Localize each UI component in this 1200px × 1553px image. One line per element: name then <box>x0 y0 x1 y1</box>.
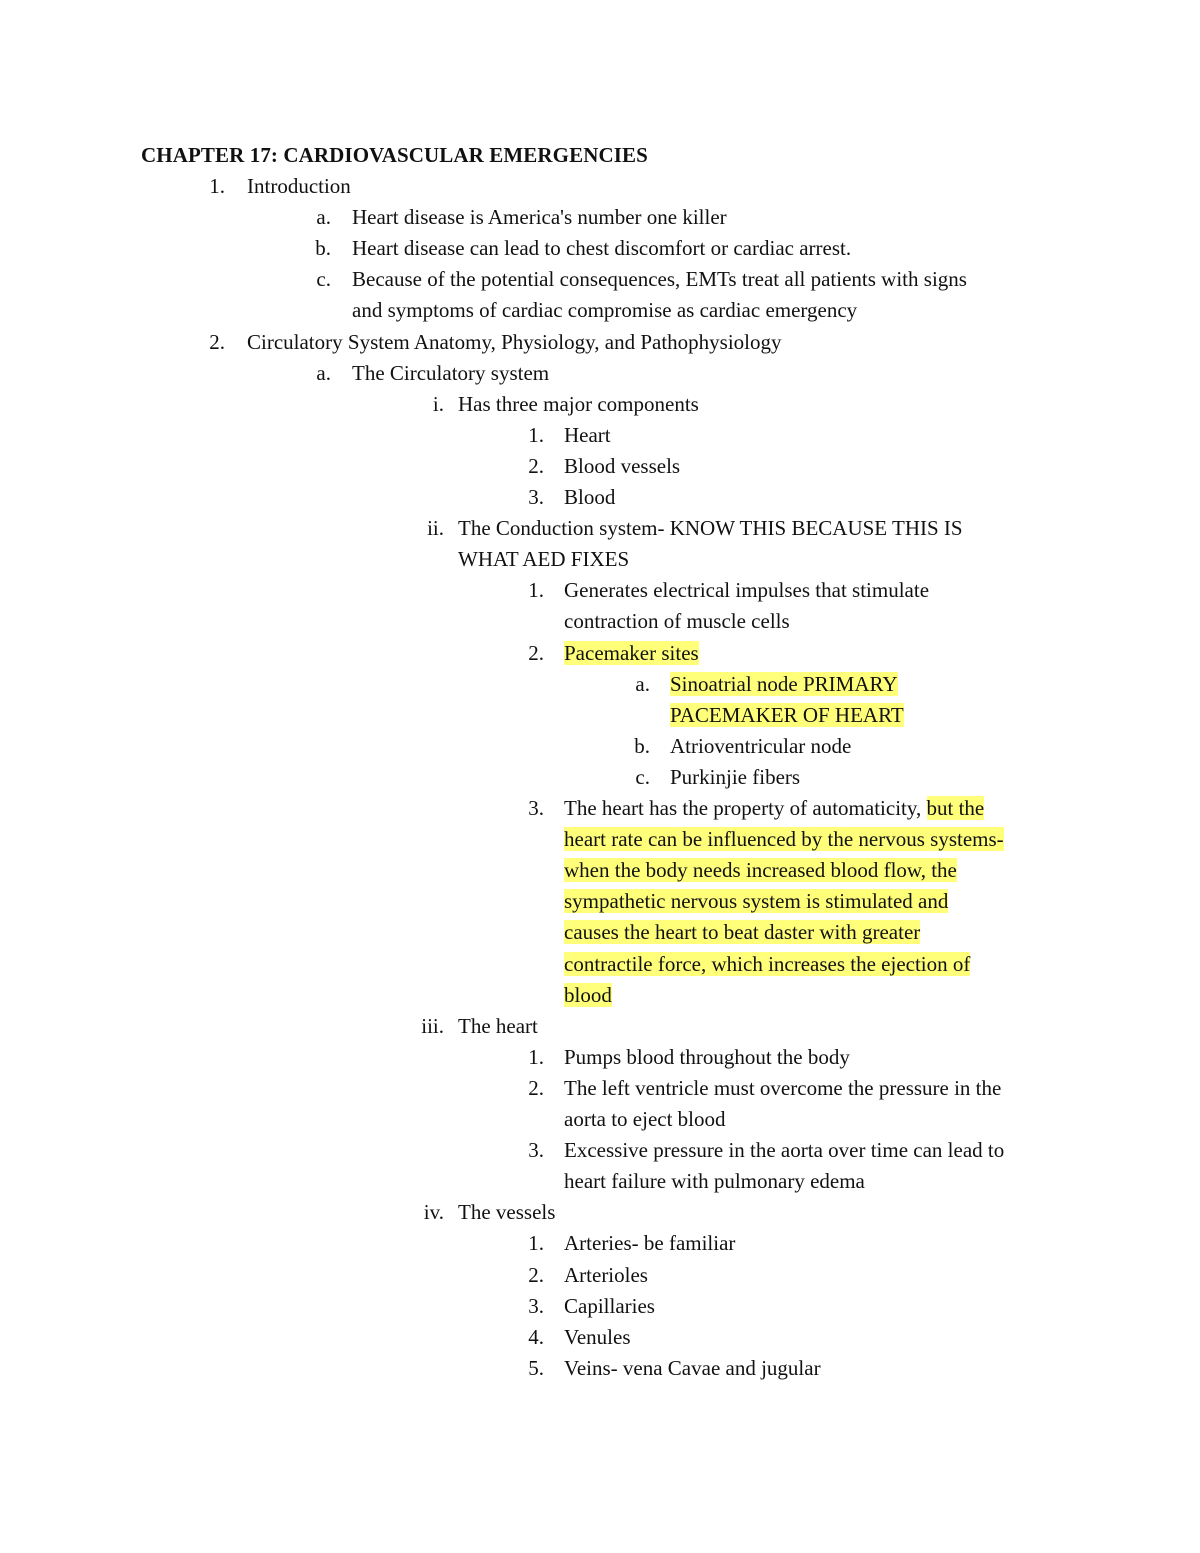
list-marker: 1. <box>528 578 544 603</box>
list-item-text <box>352 358 549 389</box>
list-marker: iii. <box>421 1013 444 1038</box>
list-item-text <box>458 513 963 544</box>
list-item-text <box>564 1322 631 1353</box>
list-item-text-content: Capillaries <box>564 1293 655 1318</box>
list-item-text <box>352 264 967 295</box>
list-item-text <box>564 451 680 482</box>
list-marker: 5. <box>528 1355 544 1380</box>
list-marker: 1. <box>528 1044 544 1069</box>
list-item-text-content: Blood <box>564 485 616 509</box>
list-item-text <box>352 202 727 233</box>
list-item-text <box>670 762 800 793</box>
list-item-text <box>458 1011 538 1042</box>
list-item-text-content: Arterioles <box>564 1262 648 1287</box>
list-marker: 4. <box>528 1324 544 1349</box>
list-item-text <box>564 1073 1001 1104</box>
list-item-text-content: Pumps blood throughout the body <box>564 1044 850 1069</box>
highlighted-text: but the <box>926 796 985 820</box>
list-item-text <box>564 606 790 637</box>
list-item-text <box>564 1166 865 1197</box>
list-item-text <box>564 855 957 886</box>
list-item-text-content: blood <box>564 982 612 1007</box>
list-item-text-content: Blood vessels <box>564 453 681 478</box>
list-marker: a. <box>316 205 331 230</box>
list-item-text-content: Veins- vena Cavae and jugular <box>564 1355 821 1380</box>
list-marker: 2. <box>528 640 544 665</box>
list-item-text <box>564 1260 648 1291</box>
list-item-text-content: Circulatory System Anatomy, Physiology, and Pathophysiology <box>247 329 782 354</box>
list-item-text-content: when the body needs increased blood flow, the <box>564 858 957 883</box>
list-marker: 2. <box>209 329 225 354</box>
list-item-text <box>458 389 699 420</box>
list-item-text-content: Venules <box>564 1324 631 1349</box>
list-item-text <box>564 1042 850 1073</box>
list-item-text-content: Sinoatrial node PRIMARY <box>670 671 898 696</box>
list-marker: 3. <box>528 1293 544 1318</box>
list-item-text <box>564 1353 821 1384</box>
list-item-text-content: The vessels <box>458 1200 556 1225</box>
list-item-text-content: contraction of muscle cells <box>564 609 790 634</box>
list-item-text <box>247 327 782 358</box>
list-item-text-content: The Circulatory system <box>352 360 550 385</box>
list-item-text <box>564 1228 735 1259</box>
list-item-text <box>564 793 984 824</box>
list-item-text <box>564 980 612 1011</box>
list-item-text <box>564 917 920 948</box>
list-item-text <box>352 295 857 326</box>
list-item-text-content: Has three major components <box>458 391 699 416</box>
list-marker: 1. <box>209 174 225 198</box>
list-item-text-content: Purkinjie fibers <box>670 764 801 789</box>
list-item-text-content: heart failure with pulmonary edema <box>564 1169 865 1194</box>
list-marker: iv. <box>423 1200 444 1225</box>
list-marker: 2. <box>528 453 544 478</box>
list-item-text <box>670 669 898 700</box>
list-item-text <box>564 1104 726 1135</box>
list-marker: 2. <box>528 1075 544 1100</box>
list-item-text-content: PACEMAKER OF HEART <box>670 702 904 727</box>
list-marker: 2. <box>528 1262 544 1287</box>
list-item-text <box>564 420 611 451</box>
list-marker: 3. <box>528 1138 544 1163</box>
list-item-text-content: Heart disease can lead to chest discomfort or cardiac arrest. <box>352 236 852 261</box>
list-marker: b. <box>634 733 650 758</box>
list-marker: 1. <box>528 1231 544 1256</box>
list-item-text <box>352 233 851 264</box>
list-item-text <box>564 949 970 980</box>
list-marker: a. <box>316 360 331 385</box>
list-item-text-content: Heart disease is America's number one killer <box>352 205 727 230</box>
list-item-text-content: aorta to eject blood <box>564 1107 726 1131</box>
list-item-text-content: The heart has the property of automaticity, <box>564 796 927 820</box>
list-item-text-content: Generates electrical impulses that stimulate <box>564 578 930 603</box>
list-marker: 3. <box>528 485 544 509</box>
list-item-text <box>564 575 929 606</box>
list-item-text <box>564 1135 1004 1166</box>
list-item-text-content: The heart <box>458 1013 538 1038</box>
list-item-text <box>670 731 851 762</box>
list-marker: i. <box>432 391 444 416</box>
list-item-text-content: Introduction <box>247 174 351 198</box>
list-item-text-content: Heart <box>564 422 611 447</box>
list-item-text-content: The Conduction system- KNOW THIS BECAUSE THIS IS <box>458 516 963 541</box>
list-item-text <box>564 482 615 513</box>
list-marker: ii. <box>427 516 444 541</box>
list-item-text <box>458 1197 555 1228</box>
list-item-text-content: heart rate can be influenced by the nervous systems- <box>564 827 1004 852</box>
list-marker: a. <box>635 671 650 696</box>
list-marker: b. <box>315 236 331 261</box>
list-marker: c. <box>635 764 650 789</box>
list-item-text-content: Pacemaker sites <box>564 640 699 665</box>
list-item-text-content: WHAT AED FIXES <box>458 547 630 572</box>
list-marker: c. <box>316 267 331 292</box>
list-item-text-content: Atrioventricular node <box>670 733 852 758</box>
list-item-text <box>247 171 351 202</box>
list-marker: 3. <box>528 796 544 820</box>
list-item-text-content: causes the heart to beat daster with greater <box>564 920 921 945</box>
document-title: CHAPTER 17: CARDIOVASCULAR EMERGENCIES <box>141 143 648 167</box>
list-item-text-content: Arteries- be familiar <box>564 1231 736 1256</box>
list-item-text <box>564 886 948 917</box>
list-item-text-content: contractile force, which increases the ejection of <box>564 951 971 976</box>
list-item-text <box>458 544 629 575</box>
list-item-text-content: The left ventricle must overcome the pressure in the <box>564 1075 1002 1100</box>
list-item-text-content: Excessive pressure in the aorta over time can lead to <box>564 1138 1005 1163</box>
list-item-text-content: and symptoms of cardiac compromise as cardiac emergency <box>352 298 858 323</box>
list-item-text <box>564 1291 655 1322</box>
list-marker: 1. <box>528 422 544 447</box>
list-item-text <box>564 824 1004 855</box>
list-item-text <box>564 638 699 669</box>
list-item-text-content: sympathetic nervous system is stimulated and <box>564 889 949 914</box>
list-item-text-content: Because of the potential consequences, EMTs treat all patients with signs <box>352 267 967 292</box>
list-item-text <box>670 700 904 731</box>
